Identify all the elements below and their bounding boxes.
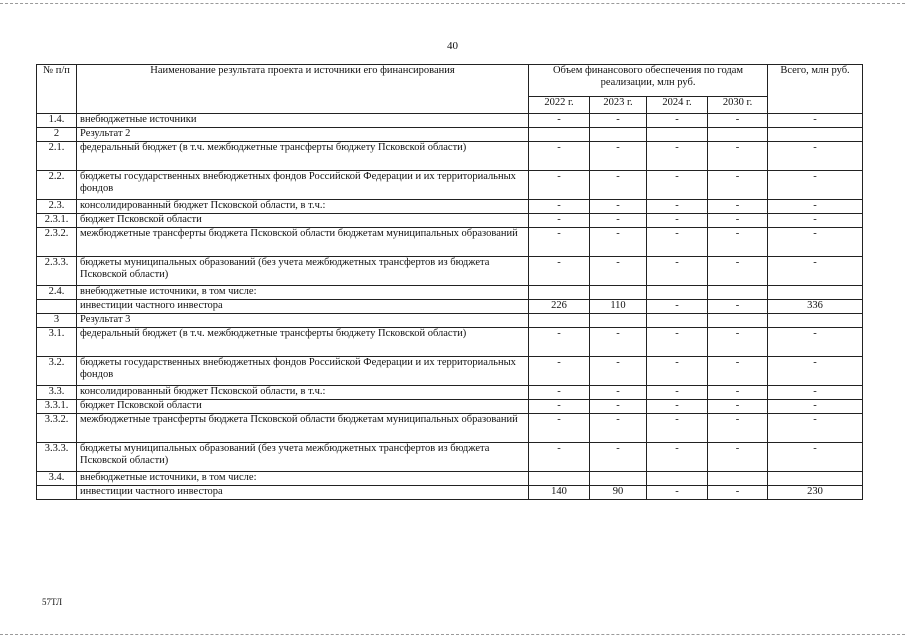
table-row	[37, 228, 863, 257]
table-row	[37, 386, 863, 400]
row-total: -	[768, 400, 863, 414]
row-value-2030: -	[708, 328, 768, 357]
row-value-2030: -	[708, 257, 768, 286]
page-number: 40	[447, 40, 458, 52]
footer-code: 57ТЛ	[42, 597, 63, 607]
row-value-2022: -	[529, 257, 590, 286]
row-value-2030: -	[708, 228, 768, 257]
header-year-2023: 2023 г.	[590, 97, 647, 114]
row-num: 3	[37, 314, 77, 328]
row-num: 3.3.2.	[37, 414, 77, 443]
table-row	[37, 200, 863, 214]
row-value-2030: -	[708, 486, 768, 500]
table-row	[37, 214, 863, 228]
row-value-2022: -	[529, 114, 590, 128]
row-num	[37, 486, 77, 500]
scan-edge-bottom	[0, 634, 905, 635]
row-total: -	[768, 200, 863, 214]
header-total: Всего, млн руб.	[768, 65, 863, 114]
row-name: консолидированный бюджет Псковской области, в т.ч.:	[77, 386, 529, 400]
table-row	[37, 128, 863, 142]
row-num: 3.2.	[37, 357, 77, 386]
row-name: межбюджетные трансферты бюджета Псковской области бюджетам муниципальных образований	[77, 414, 529, 443]
row-total	[768, 128, 863, 142]
row-total	[768, 314, 863, 328]
row-value-2023: -	[590, 386, 647, 400]
row-value-2030: -	[708, 400, 768, 414]
row-value-2023: 90	[590, 486, 647, 500]
table-row	[37, 443, 863, 472]
row-value-2024: -	[647, 200, 708, 214]
row-value-2030	[708, 128, 768, 142]
row-name: инвестиции частного инвестора	[77, 486, 529, 500]
row-num: 1.4.	[37, 114, 77, 128]
row-value-2024	[647, 314, 708, 328]
row-total: -	[768, 414, 863, 443]
row-num: 3.1.	[37, 328, 77, 357]
header-name: Наименование результата проекта и источники его финансирования	[77, 65, 529, 114]
table-row	[37, 472, 863, 486]
row-value-2024: -	[647, 486, 708, 500]
row-value-2022	[529, 128, 590, 142]
row-value-2030: -	[708, 386, 768, 400]
table-row	[37, 486, 863, 500]
table-row	[37, 357, 863, 386]
row-value-2022: -	[529, 386, 590, 400]
row-name: федеральный бюджет (в т.ч. межбюджетные трансферты бюджету Псковской области)	[77, 328, 529, 357]
table-body	[37, 114, 863, 500]
row-value-2024	[647, 286, 708, 300]
row-value-2024: -	[647, 142, 708, 171]
row-value-2023: -	[590, 228, 647, 257]
row-value-2023: -	[590, 171, 647, 200]
table-row	[37, 328, 863, 357]
row-value-2023: -	[590, 257, 647, 286]
header-year-2030: 2030 г.	[708, 97, 768, 114]
row-value-2024	[647, 128, 708, 142]
table-row	[37, 400, 863, 414]
row-value-2030: -	[708, 443, 768, 472]
row-name: бюджет Псковской области	[77, 214, 529, 228]
row-name: бюджеты муниципальных образований (без учета межбюджетных трансфертов из бюджета Псковской области)	[77, 257, 529, 286]
row-value-2030: -	[708, 300, 768, 314]
row-value-2023	[590, 472, 647, 486]
row-num: 2.3.2.	[37, 228, 77, 257]
table-row	[37, 171, 863, 200]
row-value-2024: -	[647, 171, 708, 200]
row-value-2023: -	[590, 200, 647, 214]
row-value-2030	[708, 314, 768, 328]
row-value-2024: -	[647, 300, 708, 314]
row-name: инвестиции частного инвестора	[77, 300, 529, 314]
row-value-2023: -	[590, 400, 647, 414]
row-total: -	[768, 214, 863, 228]
row-value-2022: -	[529, 200, 590, 214]
row-value-2030: -	[708, 142, 768, 171]
header-num: № п/п	[37, 65, 77, 114]
header-year-2024: 2024 г.	[647, 97, 708, 114]
row-name: внебюджетные источники	[77, 114, 529, 128]
row-value-2023: -	[590, 214, 647, 228]
row-value-2023: 110	[590, 300, 647, 314]
row-value-2023: -	[590, 328, 647, 357]
row-value-2022: -	[529, 142, 590, 171]
header-volume: Объем финансового обеспечения по годам реализации, млн руб.	[529, 65, 768, 97]
row-num: 2.3.	[37, 200, 77, 214]
row-total: -	[768, 328, 863, 357]
row-num: 2.2.	[37, 171, 77, 200]
row-total: -	[768, 257, 863, 286]
row-value-2022: -	[529, 328, 590, 357]
row-name: бюджет Псковской области	[77, 400, 529, 414]
table-row	[37, 114, 863, 128]
row-total	[768, 286, 863, 300]
row-value-2024	[647, 472, 708, 486]
row-name: консолидированный бюджет Псковской области, в т.ч.:	[77, 200, 529, 214]
row-value-2022: -	[529, 171, 590, 200]
row-value-2024: -	[647, 114, 708, 128]
row-name: Результат 3	[77, 314, 529, 328]
row-name: Результат 2	[77, 128, 529, 142]
row-value-2030: -	[708, 171, 768, 200]
row-value-2024: -	[647, 214, 708, 228]
row-num	[37, 300, 77, 314]
row-num: 2	[37, 128, 77, 142]
row-value-2023: -	[590, 142, 647, 171]
row-num: 2.4.	[37, 286, 77, 300]
row-value-2022: -	[529, 228, 590, 257]
row-value-2030: -	[708, 357, 768, 386]
row-value-2022: -	[529, 357, 590, 386]
row-num: 3.4.	[37, 472, 77, 486]
row-num: 2.1.	[37, 142, 77, 171]
row-value-2023	[590, 128, 647, 142]
header-year-2022: 2022 г.	[529, 97, 590, 114]
row-total: 230	[768, 486, 863, 500]
row-total: -	[768, 443, 863, 472]
row-total: -	[768, 171, 863, 200]
row-total: -	[768, 228, 863, 257]
row-name: внебюджетные источники, в том числе:	[77, 472, 529, 486]
row-value-2023: -	[590, 443, 647, 472]
row-value-2022: -	[529, 214, 590, 228]
row-value-2022: 226	[529, 300, 590, 314]
row-value-2023	[590, 314, 647, 328]
row-total	[768, 472, 863, 486]
row-value-2023: -	[590, 357, 647, 386]
row-value-2024: -	[647, 443, 708, 472]
financing-table	[36, 64, 863, 500]
row-name: бюджеты государственных внебюджетных фондов Российской Федерации и их территориальных фондов	[77, 171, 529, 200]
row-value-2024: -	[647, 357, 708, 386]
row-value-2024: -	[647, 328, 708, 357]
scan-edge-top	[0, 3, 905, 4]
row-num: 2.3.1.	[37, 214, 77, 228]
row-value-2022	[529, 472, 590, 486]
row-value-2030	[708, 286, 768, 300]
row-value-2024: -	[647, 400, 708, 414]
row-total: -	[768, 357, 863, 386]
row-value-2022: 140	[529, 486, 590, 500]
table-row	[37, 314, 863, 328]
row-value-2024: -	[647, 228, 708, 257]
table-row	[37, 286, 863, 300]
row-value-2023: -	[590, 114, 647, 128]
table-row	[37, 300, 863, 314]
row-value-2030: -	[708, 214, 768, 228]
row-value-2030	[708, 472, 768, 486]
row-value-2022: -	[529, 400, 590, 414]
row-value-2030: -	[708, 200, 768, 214]
table-row	[37, 257, 863, 286]
row-value-2024: -	[647, 414, 708, 443]
row-value-2022: -	[529, 414, 590, 443]
row-name: федеральный бюджет (в т.ч. межбюджетные трансферты бюджету Псковской области)	[77, 142, 529, 171]
row-num: 3.3.3.	[37, 443, 77, 472]
row-total: -	[768, 142, 863, 171]
row-value-2022	[529, 286, 590, 300]
row-total: -	[768, 386, 863, 400]
row-name: внебюджетные источники, в том числе:	[77, 286, 529, 300]
row-value-2024: -	[647, 257, 708, 286]
row-value-2024: -	[647, 386, 708, 400]
row-num: 2.3.3.	[37, 257, 77, 286]
row-value-2030: -	[708, 114, 768, 128]
row-value-2022: -	[529, 443, 590, 472]
row-name: межбюджетные трансферты бюджета Псковской области бюджетам муниципальных образований	[77, 228, 529, 257]
row-value-2030: -	[708, 414, 768, 443]
row-value-2022	[529, 314, 590, 328]
row-name: бюджеты государственных внебюджетных фондов Российской Федерации и их территориальных фондов	[77, 357, 529, 386]
row-total: -	[768, 114, 863, 128]
row-num: 3.3.	[37, 386, 77, 400]
row-num: 3.3.1.	[37, 400, 77, 414]
row-value-2023: -	[590, 414, 647, 443]
table-row	[37, 142, 863, 171]
row-total: 336	[768, 300, 863, 314]
row-value-2023	[590, 286, 647, 300]
table-row	[37, 414, 863, 443]
row-name: бюджеты муниципальных образований (без учета межбюджетных трансфертов из бюджета Псковской области)	[77, 443, 529, 472]
